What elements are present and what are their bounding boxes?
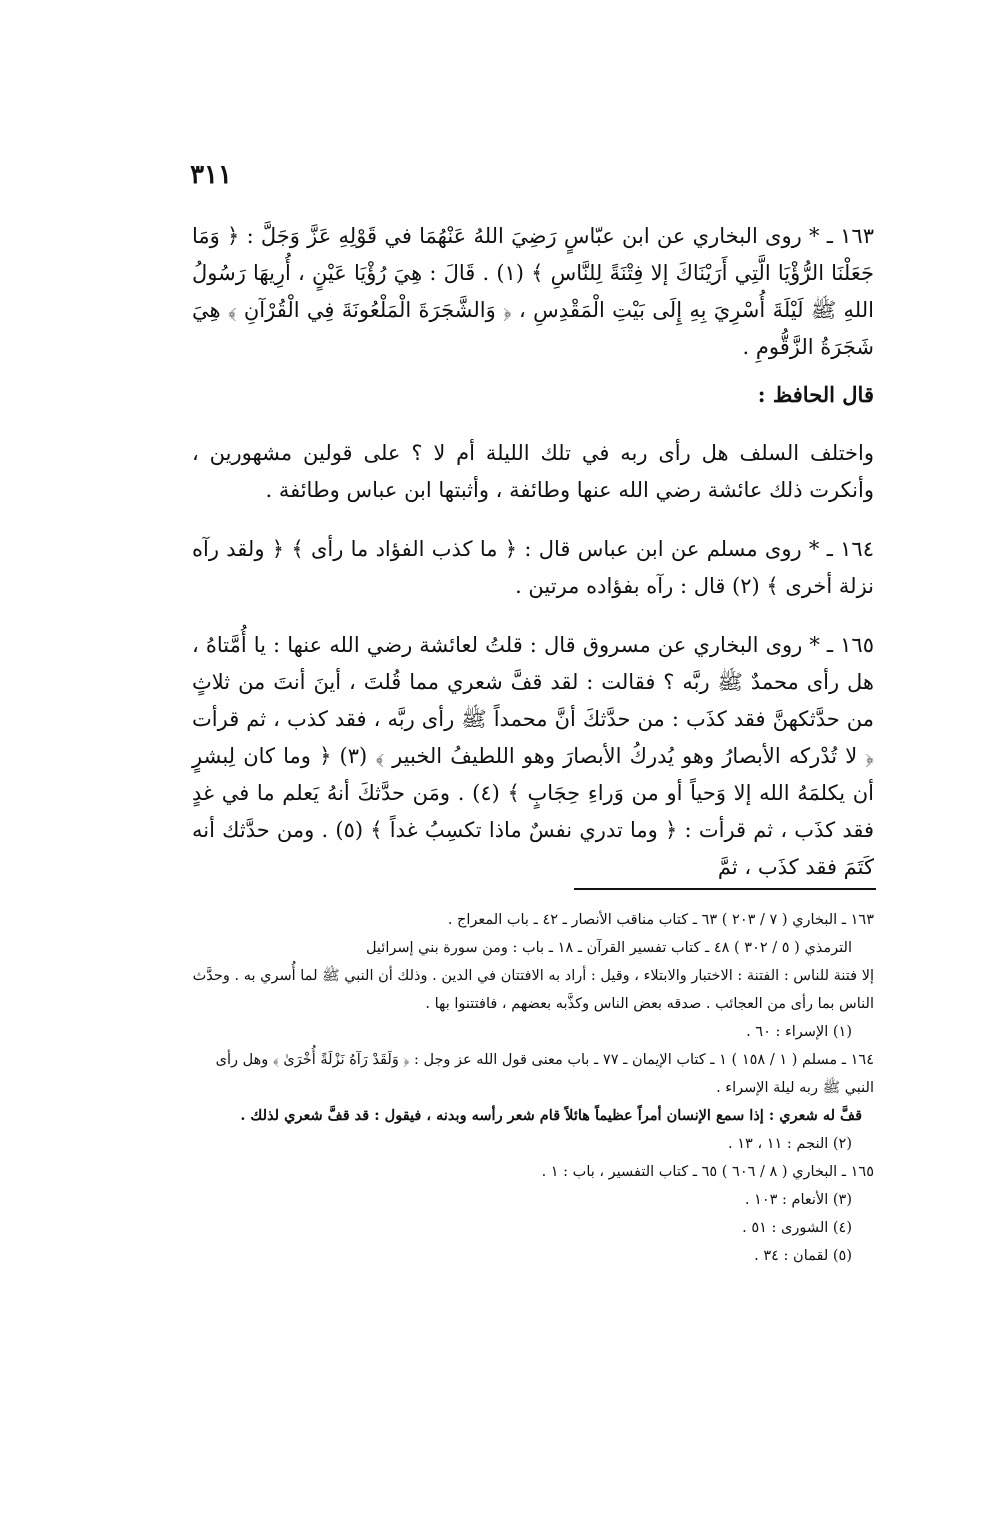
footnote-ref-5: (٥) لقمان : ٣٤ . bbox=[754, 1248, 852, 1264]
footnote-ref-4: (٤) الشورى : ٥١ . bbox=[742, 1220, 852, 1236]
spacer bbox=[192, 413, 874, 435]
hadith-165: ١٦٥ ـ * روى البخاري عن مسروق قال : قلتُ لعائشة رضي الله عنها : يا أُمَّتاهُ ، هل رأى محمدٌ ﷺ ربَّه ؟ فقالت : لقد قفَّ شعري مما قُلتَ ، أينَ أنتَ من ثلاثٍ من حدَّثكهنَّ فقد كذَب : من حدَّثكَ أنَّ محمداً ﷺ رأى ربَّه ، فقد كذب ، ثم قرأت ﴿ لا تُدْركه الأبصارُ وهو يُدركُ الأبصارَ وهو اللطيفُ الخبير ﴾ (٣) ﴿ وما كان لِبشرٍ أن يكلمَهُ الله إلا وَحياً أو من وَراءِ حِجَابٍ ﴾ (٤) . ومَن حدَّثكَ أنهُ يَعلم ما في غدٍ فقد كذَب ، ثم قرأت : ﴿ وما تدري نفسٌ ماذا تكسِبُ غداً ﴾ (٥) . ومن حدَّثك أنه كَتَمَ فقد كذَب ، ثمَّ bbox=[192, 633, 875, 879]
footnote-165-source: ١٦٥ ـ البخاري ( ٨ / ٦٠٦ ) ٦٥ ـ كتاب التفسير ، باب : ١ . bbox=[541, 1164, 874, 1180]
footnote-163-explanation: إلا فتنة للناس : الفتنة : الاختبار والابتلاء ، وقيل : أراد به الافتتان في الدين . وذلك أن النبي ﷺ لما أُسري به . وحدَّث الناس بما رأى من العجائب . صدقه بعض الناس وكذَّبه بعضهم ، فافتتنوا بها . bbox=[192, 968, 874, 1012]
footnote-ref-3: (٣) الأنعام : ١٠٣ . bbox=[744, 1192, 852, 1208]
section-heading: قال الحافظ : bbox=[757, 382, 874, 407]
footnote-ref-2: (٢) النجم : ١١ ، ١٣ . bbox=[728, 1136, 852, 1152]
footnote-164-explanation: قفَّ له شعري : إذا سمع الإنسان أمراً عظيماً هائلاً قام شعر رأسه وبدنه ، فيقول : قد قفَّ شعري لذلك . bbox=[240, 1107, 862, 1124]
spacer bbox=[192, 366, 874, 376]
footnote-164-source: ١٦٤ ـ مسلم ( ١ / ١٥٨ ) ١ ـ كتاب الإيمان ـ ٧٧ ـ باب معنى قول الله عز وجل : ﴿ وَلَقَدْ رَآهُ نَزْلَةً أُخْرَىٰ ﴾ وهل رأى النبي ﷺ ربه ليلة الإسراء . bbox=[215, 1052, 874, 1096]
footnote-163-source: ١٦٣ ـ البخاري ( ٧ / ٢٠٣ ) ٦٣ ـ كتاب مناقب الأنصار ـ ٤٢ ـ باب المعراج . bbox=[447, 912, 874, 928]
footnote-163-tirmidhi: الترمذي ( ٥ / ٣٠٢ ) ٤٨ ـ كتاب تفسير القرآن ـ ١٨ ـ باب : ومن سورة بني إسرائيل bbox=[365, 940, 852, 956]
spacer bbox=[192, 509, 874, 531]
footnotes bbox=[192, 906, 874, 1270]
footnote-ref-1: (١) الإسراء : ٦٠ . bbox=[746, 1024, 852, 1040]
main-text bbox=[192, 218, 874, 886]
spacer bbox=[192, 605, 874, 627]
commentary-paragraph: واختلف السلف هل رأى ربه في تلك الليلة أم لا ؟ على قولين مشهورين ، وأنكرت ذلك عائشة رضي الله عنها وطائفة ، وأثبتها ابن عباس وطائفة . bbox=[192, 441, 874, 502]
footnote-divider bbox=[574, 888, 876, 890]
hadith-163: ١٦٣ ـ * روى البخاري عن ابن عبّاسٍ رَضِيَ اللهُ عَنْهُمَا في قَوْلِهِ عَزَّ وَجَلَّ : ﴿ وَمَا جَعَلْنَا الرُّؤْيَا الَّتِي أَرَيْنَاكَ إلا فِتْنَةً لِلنَّاسِ ﴾ (١) . قَالَ : هِيَ رُؤْيَا عَيْنٍ ، أُرِيهَا رَسُولُ اللهِ ﷺ لَيْلَةَ أُسْرِيَ بِهِ إِلَى بَيْتِ الْمَقْدِسِ ، ﴿ وَالشَّجَرَةَ الْمَلْعُونَةَ فِي الْقُرْآنِ ﴾ هِيَ شَجَرَةُ الزَّقُّومِ . bbox=[192, 224, 874, 359]
page-number: ٣١١ bbox=[190, 160, 232, 190]
hadith-164: ١٦٤ ـ * روى مسلم عن ابن عباس قال : ﴿ ما كذب الفؤاد ما رأى ﴾ ﴿ ولقد رآه نزلة أخرى ﴾ (٢) قال : رآه بفؤاده مرتين . bbox=[192, 537, 874, 598]
